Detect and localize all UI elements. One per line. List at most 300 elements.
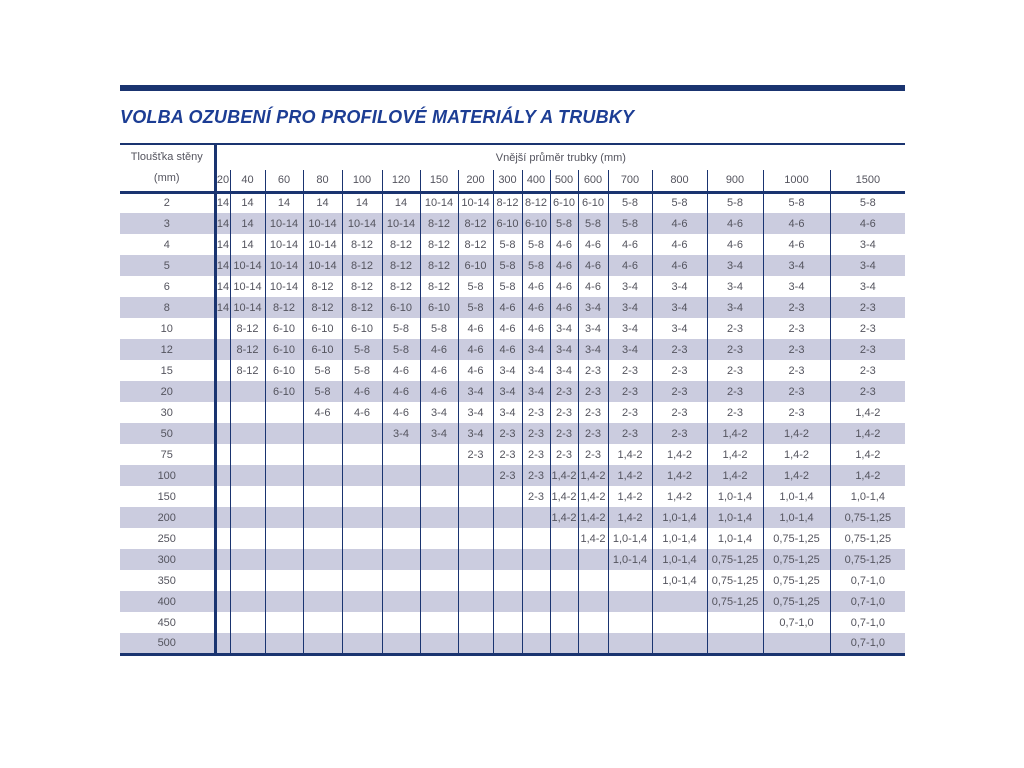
table-cell: 5-8 xyxy=(522,255,550,276)
table-cell: 1,0-1,4 xyxy=(830,486,905,507)
table-cell: 4-6 xyxy=(493,297,522,318)
table-cell xyxy=(522,528,550,549)
table-cell xyxy=(458,507,493,528)
table-cell: 2-3 xyxy=(608,360,652,381)
table-cell: 1,4-2 xyxy=(707,465,763,486)
table-cell: 3-4 xyxy=(458,423,493,444)
table-cell: 1,4-2 xyxy=(763,423,830,444)
top-divider-bar xyxy=(120,85,905,91)
table-cell: 6-10 xyxy=(265,381,303,402)
table-cell xyxy=(707,612,763,633)
table-cell: 2-3 xyxy=(522,465,550,486)
table-cell xyxy=(303,612,342,633)
table-cell: 2-3 xyxy=(707,402,763,423)
table-cell xyxy=(342,570,382,591)
table-cell: 2-3 xyxy=(493,465,522,486)
row-label: 350 xyxy=(120,570,215,591)
table-cell xyxy=(420,549,458,570)
table-row-100 xyxy=(120,465,905,486)
table-cell: 3-4 xyxy=(652,318,707,339)
table-cell: 1,4-2 xyxy=(763,444,830,465)
row-header-title-line2: (mm) xyxy=(153,171,180,184)
table-cell: 1,4-2 xyxy=(578,528,608,549)
table-cell: 2-3 xyxy=(458,444,493,465)
table-cell: 10-14 xyxy=(265,255,303,276)
table-cell xyxy=(265,465,303,486)
table-cell: 1,4-2 xyxy=(830,465,905,486)
table-cell: 1,0-1,4 xyxy=(652,507,707,528)
table-cell: 4-6 xyxy=(652,234,707,255)
column-header-100: 100 xyxy=(342,170,382,192)
table-cell: 6-10 xyxy=(303,318,342,339)
table-cell: 2-3 xyxy=(550,402,578,423)
table-cell xyxy=(215,318,230,339)
table-cell: 10-14 xyxy=(265,276,303,297)
table-cell xyxy=(215,612,230,633)
table-cell: 5-8 xyxy=(578,213,608,234)
table-cell xyxy=(420,465,458,486)
table-cell: 0,75-1,25 xyxy=(830,528,905,549)
table-cell: 6-10 xyxy=(265,360,303,381)
table-cell: 0,75-1,25 xyxy=(763,528,830,549)
table-cell: 2-3 xyxy=(763,360,830,381)
table-cell: 2-3 xyxy=(493,444,522,465)
table-cell: 5-8 xyxy=(493,276,522,297)
table-cell xyxy=(215,423,230,444)
table-cell: 0,75-1,25 xyxy=(707,591,763,612)
table-cell: 3-4 xyxy=(578,297,608,318)
table-header xyxy=(120,144,905,192)
table-cell: 6-10 xyxy=(550,192,578,213)
table-row-30 xyxy=(120,402,905,423)
table-cell: 1,0-1,4 xyxy=(652,528,707,549)
row-label: 50 xyxy=(120,423,215,444)
table-cell: 5-8 xyxy=(522,234,550,255)
table-cell: 14 xyxy=(230,213,265,234)
row-header-title xyxy=(120,144,215,192)
table-cell: 5-8 xyxy=(608,192,652,213)
table-cell: 14 xyxy=(215,276,230,297)
table-cell: 2-3 xyxy=(522,402,550,423)
table-cell: 6-10 xyxy=(493,213,522,234)
table-cell: 8-12 xyxy=(342,234,382,255)
table-cell xyxy=(230,633,265,654)
table-cell: 1,4-2 xyxy=(608,507,652,528)
table-cell: 1,4-2 xyxy=(652,486,707,507)
row-header-title-line1: Tloušťka stěny xyxy=(130,150,203,163)
table-cell xyxy=(382,444,420,465)
column-header-400: 400 xyxy=(522,170,550,192)
table-cell: 10-14 xyxy=(342,213,382,234)
table-cell: 2-3 xyxy=(578,381,608,402)
table-row-6 xyxy=(120,276,905,297)
table-cell: 4-6 xyxy=(522,276,550,297)
table-cell: 2-3 xyxy=(830,318,905,339)
column-header-800: 800 xyxy=(652,170,707,192)
table-cell: 6-10 xyxy=(420,297,458,318)
table-cell xyxy=(342,612,382,633)
table-row-450 xyxy=(120,612,905,633)
table-cell xyxy=(550,633,578,654)
table-cell: 4-6 xyxy=(608,255,652,276)
table-cell: 14 xyxy=(230,192,265,213)
table-cell: 2-3 xyxy=(707,381,763,402)
table-cell: 4-6 xyxy=(652,255,707,276)
table-cell: 6-10 xyxy=(265,318,303,339)
table-cell: 2-3 xyxy=(763,381,830,402)
table-cell: 8-12 xyxy=(265,297,303,318)
row-label: 250 xyxy=(120,528,215,549)
column-header-150: 150 xyxy=(420,170,458,192)
table-cell: 3-4 xyxy=(550,339,578,360)
table-cell: 5-8 xyxy=(342,339,382,360)
table-row-4 xyxy=(120,234,905,255)
table-cell: 3-4 xyxy=(420,423,458,444)
table-cell: 3-4 xyxy=(652,297,707,318)
table-row-250 xyxy=(120,528,905,549)
table-cell xyxy=(493,507,522,528)
table-cell: 1,0-1,4 xyxy=(707,486,763,507)
column-header-1000: 1000 xyxy=(763,170,830,192)
table-cell: 8-12 xyxy=(458,234,493,255)
column-header-60: 60 xyxy=(265,170,303,192)
table-cell: 4-6 xyxy=(420,360,458,381)
table-cell: 1,4-2 xyxy=(707,423,763,444)
table-cell xyxy=(215,528,230,549)
table-cell: 3-4 xyxy=(578,318,608,339)
table-cell xyxy=(382,507,420,528)
table-cell: 8-12 xyxy=(342,255,382,276)
table-row-20 xyxy=(120,381,905,402)
column-header-900: 900 xyxy=(707,170,763,192)
table-cell: 4-6 xyxy=(382,381,420,402)
table-cell: 5-8 xyxy=(458,297,493,318)
table-cell xyxy=(342,633,382,654)
table-cell: 4-6 xyxy=(763,234,830,255)
table-cell: 1,4-2 xyxy=(550,465,578,486)
table-cell xyxy=(608,633,652,654)
table-cell: 1,4-2 xyxy=(707,444,763,465)
table-cell xyxy=(382,570,420,591)
row-label: 10 xyxy=(120,318,215,339)
table-cell: 8-12 xyxy=(493,192,522,213)
table-cell xyxy=(522,612,550,633)
table-cell: 4-6 xyxy=(578,276,608,297)
row-label: 5 xyxy=(120,255,215,276)
table-cell: 5-8 xyxy=(382,318,420,339)
table-cell xyxy=(230,549,265,570)
row-label: 100 xyxy=(120,465,215,486)
table-cell xyxy=(382,486,420,507)
table-cell: 3-4 xyxy=(493,402,522,423)
table-cell: 6-10 xyxy=(265,339,303,360)
table-cell xyxy=(493,633,522,654)
table-cell: 2-3 xyxy=(830,381,905,402)
row-label: 4 xyxy=(120,234,215,255)
table-row-8 xyxy=(120,297,905,318)
table-cell: 3-4 xyxy=(830,255,905,276)
table-cell: 3-4 xyxy=(608,339,652,360)
row-label: 15 xyxy=(120,360,215,381)
row-label: 6 xyxy=(120,276,215,297)
table-cell: 4-6 xyxy=(420,339,458,360)
table-cell: 2-3 xyxy=(652,360,707,381)
table-cell: 3-4 xyxy=(522,339,550,360)
table-cell xyxy=(265,570,303,591)
table-cell: 5-8 xyxy=(493,234,522,255)
table-cell: 10-14 xyxy=(458,192,493,213)
table-cell: 1,4-2 xyxy=(578,486,608,507)
row-label: 20 xyxy=(120,381,215,402)
table-cell: 5-8 xyxy=(493,255,522,276)
table-cell xyxy=(230,423,265,444)
table-cell: 0,75-1,25 xyxy=(707,549,763,570)
table-cell: 3-4 xyxy=(830,234,905,255)
table-cell: 1,4-2 xyxy=(550,486,578,507)
table-cell: 0,75-1,25 xyxy=(763,570,830,591)
table-cell: 1,0-1,4 xyxy=(707,507,763,528)
table-cell: 3-4 xyxy=(707,276,763,297)
table-cell xyxy=(230,402,265,423)
table-cell: 8-12 xyxy=(458,213,493,234)
column-header-500: 500 xyxy=(550,170,578,192)
table-row-200 xyxy=(120,507,905,528)
table-cell: 2-3 xyxy=(830,339,905,360)
table-cell: 14 xyxy=(230,234,265,255)
table-cell: 8-12 xyxy=(522,192,550,213)
table-cell: 14 xyxy=(342,192,382,213)
table-cell: 3-4 xyxy=(652,276,707,297)
table-cell xyxy=(578,612,608,633)
table-cell: 14 xyxy=(215,192,230,213)
table-cell xyxy=(550,570,578,591)
table-cell: 3-4 xyxy=(763,255,830,276)
table-cell: 8-12 xyxy=(382,255,420,276)
row-label: 150 xyxy=(120,486,215,507)
table-cell: 3-4 xyxy=(493,381,522,402)
table-cell: 0,7-1,0 xyxy=(830,633,905,654)
table-cell xyxy=(215,444,230,465)
table-cell xyxy=(303,423,342,444)
column-header-300: 300 xyxy=(493,170,522,192)
table-cell xyxy=(458,549,493,570)
table-cell: 2-3 xyxy=(522,486,550,507)
table-cell: 3-4 xyxy=(522,381,550,402)
table-cell xyxy=(382,591,420,612)
table-cell: 1,4-2 xyxy=(608,486,652,507)
table-cell xyxy=(303,528,342,549)
table-cell xyxy=(578,633,608,654)
table-cell: 2-3 xyxy=(522,423,550,444)
table-cell: 4-6 xyxy=(458,360,493,381)
table-cell xyxy=(550,591,578,612)
table-cell: 8-12 xyxy=(420,255,458,276)
table-row-15 xyxy=(120,360,905,381)
table-cell: 8-12 xyxy=(420,234,458,255)
column-header-80: 80 xyxy=(303,170,342,192)
table-cell xyxy=(230,612,265,633)
table-cell xyxy=(578,549,608,570)
table-cell: 4-6 xyxy=(420,381,458,402)
table-cell: 4-6 xyxy=(458,339,493,360)
table-cell xyxy=(608,570,652,591)
table-cell xyxy=(342,507,382,528)
table-cell: 3-4 xyxy=(707,297,763,318)
row-label: 75 xyxy=(120,444,215,465)
table-cell: 5-8 xyxy=(652,192,707,213)
table-cell xyxy=(493,528,522,549)
table-cell xyxy=(382,465,420,486)
table-cell xyxy=(608,591,652,612)
column-header-row xyxy=(120,170,905,192)
table-cell xyxy=(578,570,608,591)
table-row-75 xyxy=(120,444,905,465)
table-cell: 1,4-2 xyxy=(652,465,707,486)
table-cell xyxy=(578,591,608,612)
table-cell: 1,4-2 xyxy=(830,444,905,465)
table-cell: 5-8 xyxy=(303,360,342,381)
table-cell: 2-3 xyxy=(652,381,707,402)
table-cell xyxy=(230,507,265,528)
table-cell xyxy=(215,381,230,402)
table-row-150 xyxy=(120,486,905,507)
table-cell: 14 xyxy=(215,234,230,255)
table-cell: 1,0-1,4 xyxy=(707,528,763,549)
table-cell: 0,75-1,25 xyxy=(763,549,830,570)
table-cell xyxy=(652,633,707,654)
table-cell xyxy=(342,528,382,549)
table-cell xyxy=(230,591,265,612)
table-cell: 4-6 xyxy=(707,213,763,234)
table-cell xyxy=(342,444,382,465)
table-cell: 14 xyxy=(303,192,342,213)
table-cell: 4-6 xyxy=(550,234,578,255)
table-cell: 0,75-1,25 xyxy=(707,570,763,591)
table-cell xyxy=(420,486,458,507)
table-cell xyxy=(265,528,303,549)
table-cell xyxy=(763,633,830,654)
table-cell: 5-8 xyxy=(550,213,578,234)
table-cell: 5-8 xyxy=(830,192,905,213)
table-cell: 4-6 xyxy=(493,318,522,339)
table-cell: 14 xyxy=(215,255,230,276)
table-cell: 3-4 xyxy=(550,318,578,339)
column-header-200: 200 xyxy=(458,170,493,192)
row-label: 200 xyxy=(120,507,215,528)
table-cell xyxy=(382,612,420,633)
table-cell: 1,0-1,4 xyxy=(652,570,707,591)
table-cell xyxy=(265,507,303,528)
table-cell: 6-10 xyxy=(382,297,420,318)
table-cell: 4-6 xyxy=(493,339,522,360)
table-cell: 4-6 xyxy=(550,297,578,318)
table-cell: 8-12 xyxy=(303,297,342,318)
table-cell: 4-6 xyxy=(578,234,608,255)
table-cell xyxy=(215,633,230,654)
table-cell: 2-3 xyxy=(550,444,578,465)
table-cell: 4-6 xyxy=(382,402,420,423)
table-cell: 6-10 xyxy=(458,255,493,276)
table-row-5 xyxy=(120,255,905,276)
table-cell: 4-6 xyxy=(342,402,382,423)
page-title: VOLBA OZUBENÍ PRO PROFILOVÉ MATERIÁLY A TRUBKY xyxy=(120,107,635,127)
table-cell xyxy=(265,591,303,612)
table-cell xyxy=(215,402,230,423)
table-cell xyxy=(420,507,458,528)
table-cell: 4-6 xyxy=(550,276,578,297)
table-cell xyxy=(493,486,522,507)
table-cell xyxy=(493,549,522,570)
table-cell xyxy=(420,444,458,465)
table-cell xyxy=(230,528,265,549)
table-cell: 2-3 xyxy=(608,402,652,423)
table-cell: 5-8 xyxy=(382,339,420,360)
table-cell: 0,7-1,0 xyxy=(830,591,905,612)
table-cell: 1,0-1,4 xyxy=(763,507,830,528)
table-cell: 10-14 xyxy=(230,276,265,297)
table-row-300 xyxy=(120,549,905,570)
table-cell: 10-14 xyxy=(303,234,342,255)
table-cell xyxy=(342,465,382,486)
table-cell xyxy=(303,486,342,507)
table-cell xyxy=(420,612,458,633)
table-cell xyxy=(342,549,382,570)
table-cell: 4-6 xyxy=(303,402,342,423)
table-cell xyxy=(550,612,578,633)
table-cell: 10-14 xyxy=(420,192,458,213)
table-row-400 xyxy=(120,591,905,612)
table-cell xyxy=(707,633,763,654)
table-cell: 10-14 xyxy=(303,213,342,234)
table-cell xyxy=(522,507,550,528)
table-cell: 0,75-1,25 xyxy=(763,591,830,612)
table-cell xyxy=(382,549,420,570)
table-cell: 0,75-1,25 xyxy=(830,507,905,528)
table-cell xyxy=(550,549,578,570)
table-cell xyxy=(493,591,522,612)
table-cell: 10-14 xyxy=(230,255,265,276)
table-cell: 4-6 xyxy=(608,234,652,255)
table-cell xyxy=(522,633,550,654)
row-label: 2 xyxy=(120,192,215,213)
table-cell: 4-6 xyxy=(550,255,578,276)
table-cell: 0,7-1,0 xyxy=(763,612,830,633)
table-cell xyxy=(342,423,382,444)
table-cell: 1,4-2 xyxy=(830,423,905,444)
table-cell: 2-3 xyxy=(578,402,608,423)
table-cell: 1,4-2 xyxy=(608,444,652,465)
table-cell xyxy=(265,633,303,654)
table-cell: 0,75-1,25 xyxy=(830,549,905,570)
table-cell: 1,4-2 xyxy=(830,402,905,423)
table-cell xyxy=(522,591,550,612)
row-label: 3 xyxy=(120,213,215,234)
table-cell: 3-4 xyxy=(830,276,905,297)
table-cell xyxy=(458,465,493,486)
column-header-600: 600 xyxy=(578,170,608,192)
table-cell xyxy=(522,549,550,570)
column-header-40: 40 xyxy=(230,170,265,192)
table-cell xyxy=(303,570,342,591)
table-cell: 6-10 xyxy=(578,192,608,213)
table-row-2 xyxy=(120,192,905,213)
table-cell: 2-3 xyxy=(493,423,522,444)
table-cell: 2-3 xyxy=(652,423,707,444)
table-cell: 10-14 xyxy=(382,213,420,234)
table-cell xyxy=(458,486,493,507)
table-row-3 xyxy=(120,213,905,234)
table-cell xyxy=(303,507,342,528)
